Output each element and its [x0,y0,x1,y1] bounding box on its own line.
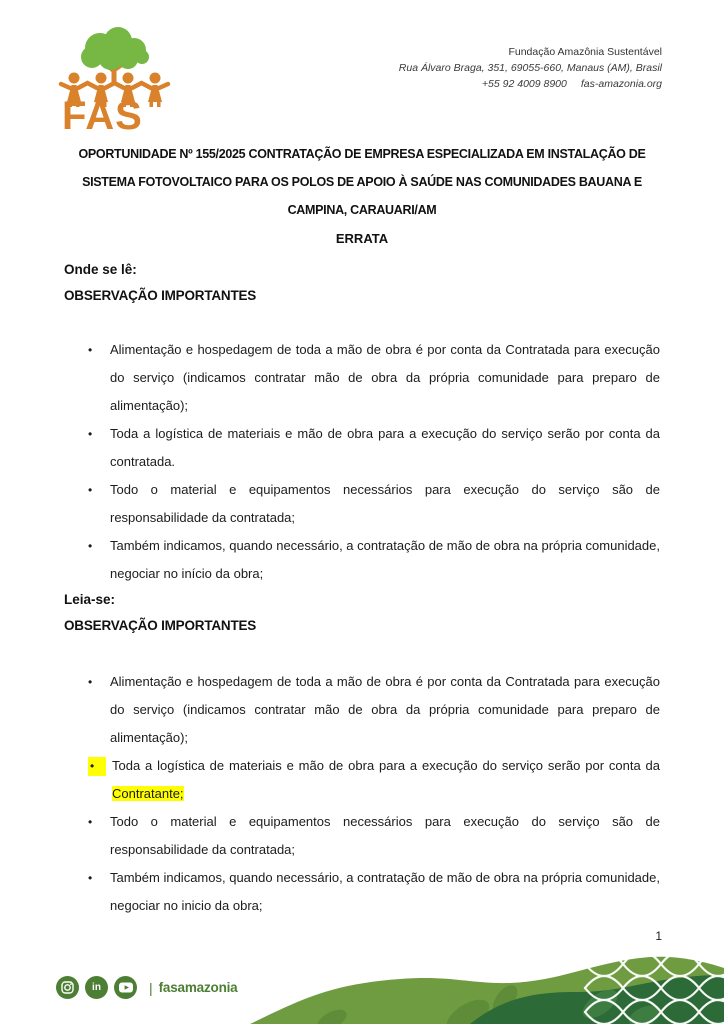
org-name: Fundação Amazônia Sustentável [508,46,662,58]
org-contact-line [399,76,662,92]
bullet-text-normal: Toda a logística de materiais e mão de obra para a execução do serviço serão por conta da [112,758,660,773]
bullet-text: Também indicamos, quando necessário, a contratação de mão de obra na própria comunidade, negociar no início da obra; [110,538,660,581]
section1-label: Onde se lê: [64,262,137,277]
bullet-icon: • [88,871,93,885]
fas-logo [56,26,172,130]
bullet-icon: • [88,815,93,829]
section2-heading: OBSERVAÇÃO IMPORTANTES [64,618,257,633]
list-item [88,808,660,864]
org-address: Rua Álvaro Braga, 351, 69055-660, Manaus (AM), Brasil [398,62,662,74]
section1-heading: OBSERVAÇÃO IMPORTANTES [64,288,257,303]
bullet-text: Alimentação e hospedagem de toda a mão de obra é por conta da Contratada para execução do serviço (indicamos contratar mão de obra da própria comunidade para preparo de alimentação); [110,674,660,745]
bullet-icon: • [88,343,93,357]
list-item [88,864,660,920]
bullet-text: Todo o material e equipamentos necessários para execução do serviço são de responsabilidade da contratada; [110,814,660,857]
footer-social-row [56,976,237,999]
bullet-text: Também indicamos, quando necessário, a contratação de mão de obra na própria comunidade, negociar no inicio da obra; [110,870,660,913]
list-item [88,336,660,420]
youtube-icon[interactable] [114,976,137,999]
bullet-text: Alimentação e hospedagem de toda a mão de obra é por conta da Contratada para execução do serviço (indicamos contratar mão de obra da própria comunidade para preparo de alimentação); [110,342,660,413]
bullet-text: Toda a logística de materiais e mão de obra para a execução do serviço serão por conta da contratada. [110,426,660,469]
document-title: OPORTUNIDADE Nº 155/2025 CONTRATAÇÃO DE EMPRESA ESPECIALIZADA EM INSTALAÇÃO DE SISTEMA FOTOVOLTAICO PARA OS POLOS DE APOIO À SAÚDE NAS COMUNIDADES BAUANA E CAMPINA, CARAUARI/AM [78,147,646,217]
section2-bullet-list [88,668,660,920]
org-website[interactable]: fas-amazonia.org [580,78,662,90]
org-phone: +55 92 4009 8900 [481,78,567,90]
document-subtitle: ERRATA [335,231,389,246]
linkedin-icon[interactable] [85,976,108,999]
section2-label: Leia-se: [64,592,116,607]
bullet-text [112,752,660,808]
header-contact-block [399,44,662,92]
section1-bullet-list [88,336,660,588]
list-item [88,476,660,532]
bullet-text: Todo o material e equipamentos necessários para execução do serviço são de responsabilidade da contratada; [110,482,660,525]
list-item-highlighted [88,752,660,808]
highlighted-text: Contratante; [112,786,184,801]
bullet-icon: • [88,483,93,497]
list-item [88,532,660,588]
fas-logo-icon [56,26,172,130]
bullet-icon-highlighted: • [88,757,106,776]
bullet-icon: • [88,539,93,553]
list-item [88,420,660,476]
bullet-icon: • [88,427,93,441]
linkedin-glyph: in [92,982,101,993]
page-number: 1 [655,929,662,943]
bullet-icon: • [88,675,93,689]
social-divider: | [149,979,153,996]
social-handle[interactable]: fasamazonia [158,980,238,995]
logo-text: FAS [62,94,143,130]
list-item [88,668,660,752]
instagram-icon[interactable] [56,976,79,999]
